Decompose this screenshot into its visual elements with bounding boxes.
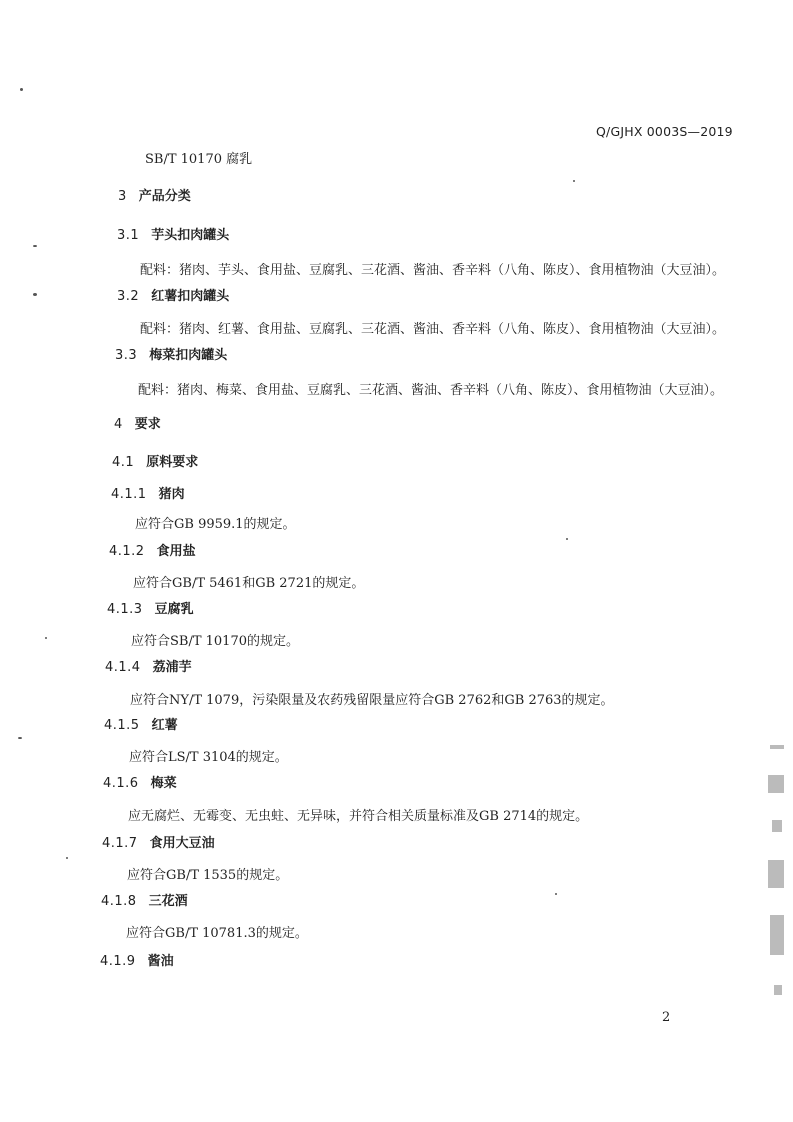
section-title: 猪肉 xyxy=(158,487,185,502)
scan-speck xyxy=(20,88,23,91)
section-number: 4 xyxy=(114,417,123,432)
scan-speck xyxy=(555,893,557,895)
section-number: 4.1.8 xyxy=(101,894,137,909)
section-3-1-heading xyxy=(117,224,229,243)
section-3-1-ingredients: 配料：猪肉、芋头、食用盐、豆腐乳、三花酒、酱油、香辛料（八角、陈皮）、食用植物油（大豆油）。 xyxy=(140,263,726,278)
page-number: 2 xyxy=(662,1010,671,1025)
section-title: 酱油 xyxy=(147,954,174,969)
section-number: 4.1.6 xyxy=(103,776,139,791)
section-4-1-1-text: 应符合GB 9959.1的规定。 xyxy=(135,517,296,532)
scan-speck xyxy=(33,245,37,247)
section-number: 4.1 xyxy=(112,455,135,470)
section-4-1-7-heading xyxy=(102,832,215,851)
scan-edge-mark xyxy=(768,860,784,888)
section-number: 3.2 xyxy=(117,289,140,304)
section-3-2-ingredients: 配料：猪肉、红薯、食用盐、豆腐乳、三花酒、酱油、香辛料（八角、陈皮）、食用植物油（大豆油）。 xyxy=(140,322,726,337)
section-3-2-heading xyxy=(117,285,229,304)
scan-edge-mark xyxy=(770,745,784,749)
section-number: 3.1 xyxy=(117,228,140,243)
section-3-3-heading xyxy=(115,344,227,363)
section-title: 荔浦芋 xyxy=(152,660,192,675)
section-4-1-3-heading xyxy=(107,598,194,617)
section-4-1-6-text: 应无腐烂、无霉变、无虫蛀、无异味，并符合相关质量标准及GB 2714的规定。 xyxy=(128,809,589,824)
section-4-1-8-heading xyxy=(101,890,188,909)
scan-edge-mark xyxy=(772,820,782,832)
section-title: 芋头扣肉罐头 xyxy=(151,228,230,243)
scan-edge-mark xyxy=(768,775,784,793)
section-number: 4.1.2 xyxy=(109,544,145,559)
section-4-1-8-text: 应符合GB/T 10781.3的规定。 xyxy=(126,926,308,941)
section-4-1-5-heading xyxy=(104,714,178,733)
scan-speck xyxy=(573,180,575,182)
section-number: 4.1.7 xyxy=(102,836,138,851)
section-4-1-2-text: 应符合GB/T 5461和GB 2721的规定。 xyxy=(133,576,365,591)
section-title: 食用盐 xyxy=(156,544,196,559)
scan-speck xyxy=(566,538,568,540)
scan-edge-mark xyxy=(770,915,784,955)
standard-code-header: Q/GJHX 0003S—2019 xyxy=(596,124,733,139)
section-4-1-1-heading xyxy=(111,483,185,502)
section-4-1-5-text: 应符合LS/T 3104的规定。 xyxy=(129,750,288,765)
section-title: 要求 xyxy=(134,417,161,432)
section-4-1-3-text: 应符合SB/T 10170的规定。 xyxy=(131,634,299,649)
section-4-1-heading xyxy=(112,451,198,470)
scan-speck xyxy=(33,293,37,296)
section-title: 食用大豆油 xyxy=(149,836,215,851)
section-title: 红薯扣肉罐头 xyxy=(151,289,230,304)
section-3-3-ingredients: 配料：猪肉、梅菜、食用盐、豆腐乳、三花酒、酱油、香辛料（八角、陈皮）、食用植物油（大豆油）。 xyxy=(138,383,724,398)
section-4-1-4-text: 应符合NY/T 1079，污染限量及农药残留限量应符合GB 2762和GB 2763的规定。 xyxy=(130,693,614,708)
section-title: 梅菜 xyxy=(150,776,177,791)
section-4-1-4-heading xyxy=(105,656,192,675)
section-4-1-6-heading xyxy=(103,772,177,791)
section-number: 3 xyxy=(118,189,127,204)
section-3-heading xyxy=(118,185,191,204)
section-number: 4.1.3 xyxy=(107,602,143,617)
section-number: 3.3 xyxy=(115,348,138,363)
section-4-heading xyxy=(114,413,161,432)
scan-speck xyxy=(66,857,68,859)
section-number: 4.1.5 xyxy=(104,718,140,733)
section-title: 红薯 xyxy=(151,718,178,733)
section-title: 豆腐乳 xyxy=(154,602,194,617)
section-number: 4.1.4 xyxy=(105,660,141,675)
scan-edge-mark xyxy=(774,985,782,995)
reference-sbt-10170: SB/T 10170 腐乳 xyxy=(145,152,253,167)
scan-speck xyxy=(18,737,22,739)
section-number: 4.1.9 xyxy=(100,954,136,969)
section-4-1-2-heading xyxy=(109,540,196,559)
section-title: 产品分类 xyxy=(138,189,191,204)
section-4-1-7-text: 应符合GB/T 1535的规定。 xyxy=(127,868,289,883)
section-4-1-9-heading xyxy=(100,950,174,969)
section-number: 4.1.1 xyxy=(111,487,147,502)
section-title: 原料要求 xyxy=(146,455,199,470)
scan-speck xyxy=(45,637,47,639)
section-title: 三花酒 xyxy=(148,894,188,909)
section-title: 梅菜扣肉罐头 xyxy=(149,348,228,363)
